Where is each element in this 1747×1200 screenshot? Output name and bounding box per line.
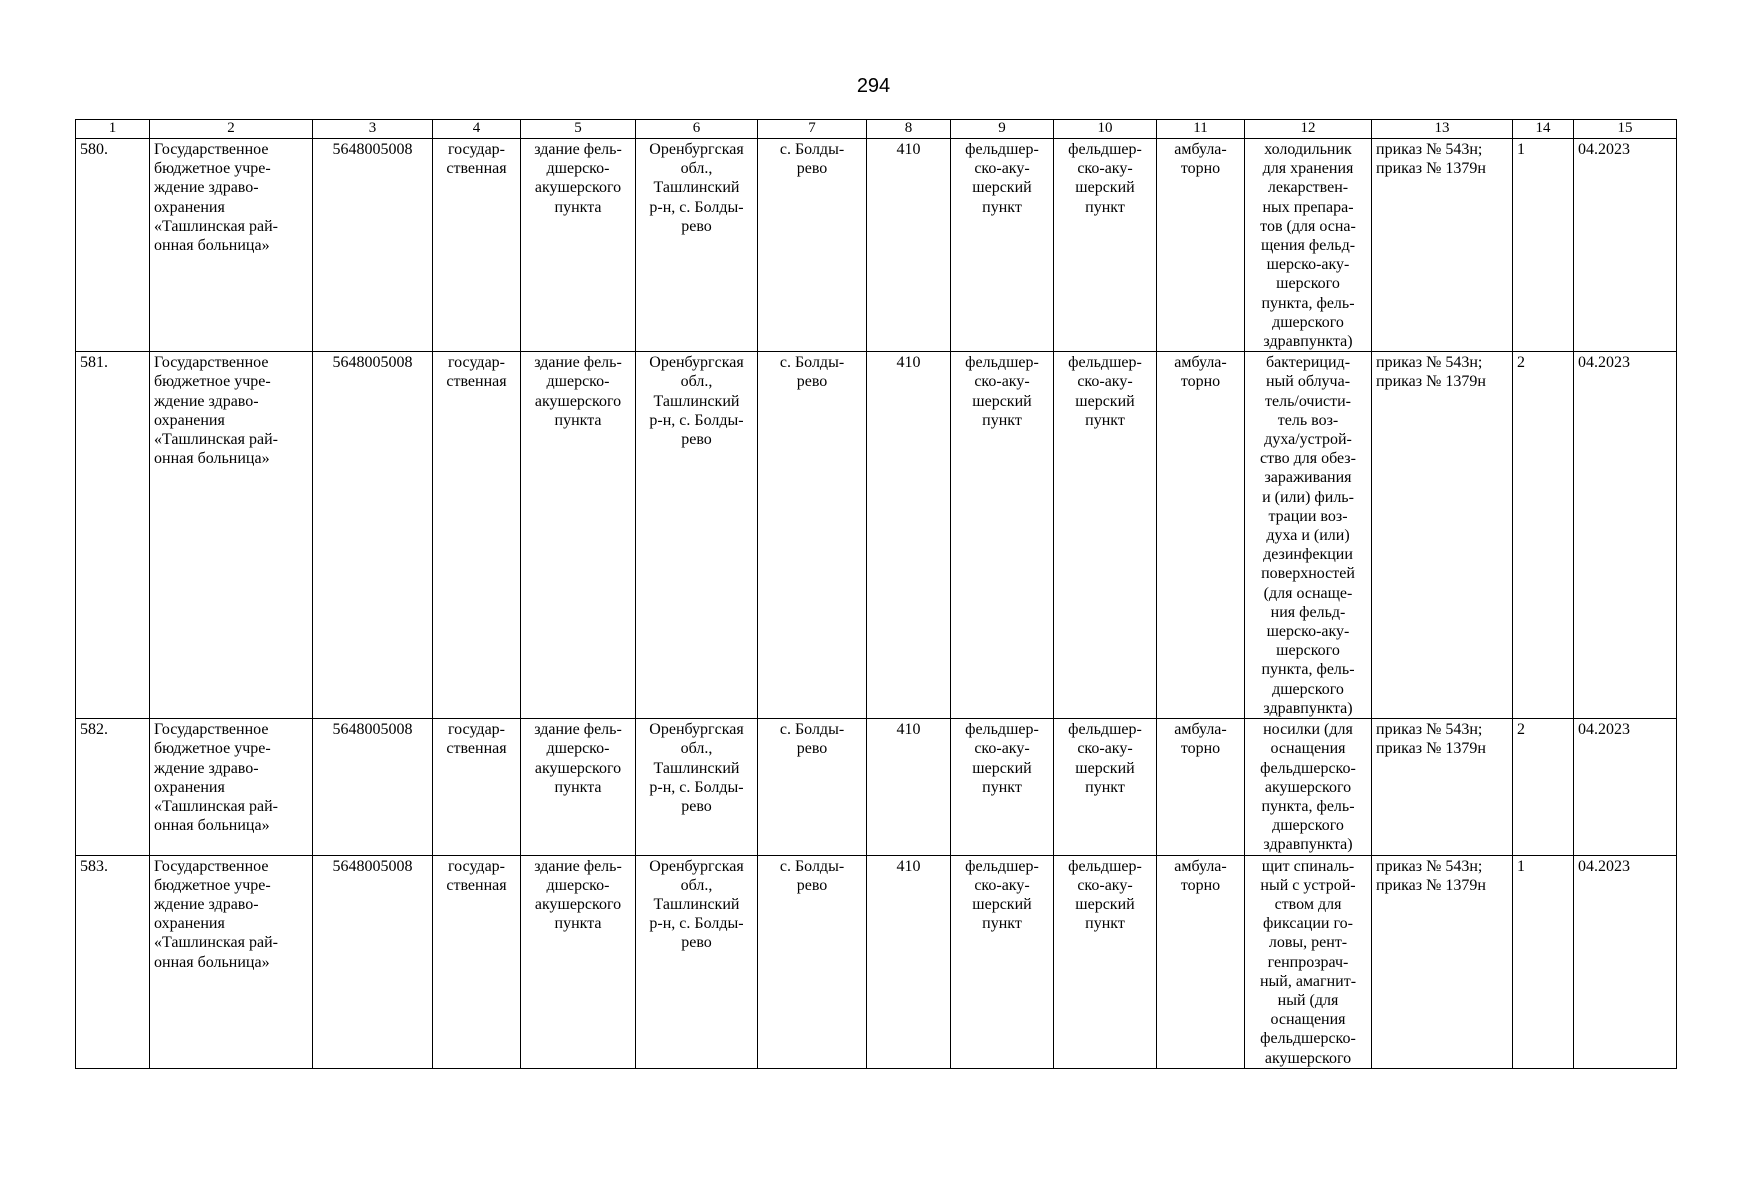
address-cell: Оренбургская обл., Ташлинский р-н, с. Болды- рево bbox=[636, 352, 758, 719]
quantity-cell: 1 bbox=[1513, 855, 1574, 1068]
cell-col-4: государ- ственная bbox=[433, 719, 521, 855]
table-row bbox=[76, 719, 1677, 855]
cell-col-11: амбула- торно bbox=[1157, 139, 1245, 352]
order-reference-cell: приказ № 543н; приказ № 1379н bbox=[1372, 855, 1513, 1068]
cell-col-5: здание фель- дшерско- акушерского пункта bbox=[521, 855, 636, 1068]
row-number-cell: 583. bbox=[76, 855, 150, 1068]
date-cell: 04.2023 bbox=[1574, 719, 1677, 855]
column-number: 1 bbox=[76, 120, 150, 139]
column-number: 10 bbox=[1054, 120, 1157, 139]
equipment-cell: носилки (для оснащения фельдшерско- акушерского пункта, фель- дшерского здравпункта) bbox=[1245, 719, 1372, 855]
quantity-cell: 2 bbox=[1513, 719, 1574, 855]
register-table bbox=[75, 119, 1677, 1069]
order-reference-cell: приказ № 543н; приказ № 1379н bbox=[1372, 352, 1513, 719]
address-cell: Оренбургская обл., Ташлинский р-н, с. Болды- рево bbox=[636, 719, 758, 855]
cell-col-9: фельдшер- ско-аку- шерский пункт bbox=[951, 855, 1054, 1068]
organization-name-cell: Государственное бюджетное учре- ждение здраво- охранения «Ташлинская рай- онная больница» bbox=[150, 352, 313, 719]
cell-col-4: государ- ственная bbox=[433, 352, 521, 719]
cell-col-11: амбула- торно bbox=[1157, 855, 1245, 1068]
column-number: 5 bbox=[521, 120, 636, 139]
cell-col-11: амбула- торно bbox=[1157, 719, 1245, 855]
quantity-cell: 2 bbox=[1513, 352, 1574, 719]
inn-cell: 5648005008 bbox=[313, 139, 433, 352]
column-number: 15 bbox=[1574, 120, 1677, 139]
cell-col-4: государ- ственная bbox=[433, 139, 521, 352]
cell-col-10: фельдшер- ско-аку- шерский пункт bbox=[1054, 719, 1157, 855]
cell-col-9: фельдшер- ско-аку- шерский пункт bbox=[951, 352, 1054, 719]
column-number: 8 bbox=[867, 120, 951, 139]
cell-col-9: фельдшер- ско-аку- шерский пункт bbox=[951, 139, 1054, 352]
cell-col-8: 410 bbox=[867, 352, 951, 719]
equipment-cell: холодильник для хранения лекарствен- ных препара- тов (для осна- щения фельд- шерско-аку- шерского пункта, фель- дшерского здравпункта) bbox=[1245, 139, 1372, 352]
cell-col-10: фельдшер- ско-аку- шерский пункт bbox=[1054, 352, 1157, 719]
organization-name-cell: Государственное бюджетное учре- ждение здраво- охранения «Ташлинская рай- онная больница» bbox=[150, 719, 313, 855]
date-cell: 04.2023 bbox=[1574, 352, 1677, 719]
cell-col-5: здание фель- дшерско- акушерского пункта bbox=[521, 352, 636, 719]
column-number: 11 bbox=[1157, 120, 1245, 139]
settlement-cell: с. Болды- рево bbox=[758, 352, 867, 719]
date-cell: 04.2023 bbox=[1574, 855, 1677, 1068]
cell-col-8: 410 bbox=[867, 855, 951, 1068]
row-number-cell: 580. bbox=[76, 139, 150, 352]
organization-name-cell: Государственное бюджетное учре- ждение здраво- охранения «Ташлинская рай- онная больница» bbox=[150, 855, 313, 1068]
settlement-cell: с. Болды- рево bbox=[758, 855, 867, 1068]
table-row bbox=[76, 139, 1677, 352]
inn-cell: 5648005008 bbox=[313, 719, 433, 855]
organization-name-cell: Государственное бюджетное учре- ждение здраво- охранения «Ташлинская рай- онная больница» bbox=[150, 139, 313, 352]
inn-cell: 5648005008 bbox=[313, 352, 433, 719]
column-number: 3 bbox=[313, 120, 433, 139]
column-number-row bbox=[76, 120, 1677, 139]
row-number-cell: 582. bbox=[76, 719, 150, 855]
cell-col-8: 410 bbox=[867, 719, 951, 855]
cell-col-4: государ- ственная bbox=[433, 855, 521, 1068]
column-number: 6 bbox=[636, 120, 758, 139]
column-number: 13 bbox=[1372, 120, 1513, 139]
quantity-cell: 1 bbox=[1513, 139, 1574, 352]
cell-col-5: здание фель- дшерско- акушерского пункта bbox=[521, 139, 636, 352]
column-number: 9 bbox=[951, 120, 1054, 139]
table-row bbox=[76, 352, 1677, 719]
settlement-cell: с. Болды- рево bbox=[758, 139, 867, 352]
order-reference-cell: приказ № 543н; приказ № 1379н bbox=[1372, 139, 1513, 352]
address-cell: Оренбургская обл., Ташлинский р-н, с. Болды- рево bbox=[636, 139, 758, 352]
date-cell: 04.2023 bbox=[1574, 139, 1677, 352]
address-cell: Оренбургская обл., Ташлинский р-н, с. Болды- рево bbox=[636, 855, 758, 1068]
column-number: 4 bbox=[433, 120, 521, 139]
cell-col-8: 410 bbox=[867, 139, 951, 352]
column-number: 2 bbox=[150, 120, 313, 139]
column-number: 12 bbox=[1245, 120, 1372, 139]
table-row bbox=[76, 855, 1677, 1068]
equipment-cell: бактерицид- ный облуча- тель/очисти- тель воз- духа/устрой- ство для обез- зараживания и (или) филь- трации воз- духа и (или) дезинфекции поверхностей (для оснаще- ния фельд- шерско-аку- шерского пункта, фель- дшерского здравпункта) bbox=[1245, 352, 1372, 719]
column-number: 7 bbox=[758, 120, 867, 139]
cell-col-10: фельдшер- ско-аку- шерский пункт bbox=[1054, 855, 1157, 1068]
cell-col-10: фельдшер- ско-аку- шерский пункт bbox=[1054, 139, 1157, 352]
order-reference-cell: приказ № 543н; приказ № 1379н bbox=[1372, 719, 1513, 855]
settlement-cell: с. Болды- рево bbox=[758, 719, 867, 855]
cell-col-5: здание фель- дшерско- акушерского пункта bbox=[521, 719, 636, 855]
equipment-cell: щит спиналь- ный с устрой- ством для фиксации го- ловы, рент- генпрозрач- ный, амагнит- ный (для оснащения фельдшерско- акушерского bbox=[1245, 855, 1372, 1068]
cell-col-9: фельдшер- ско-аку- шерский пункт bbox=[951, 719, 1054, 855]
inn-cell: 5648005008 bbox=[313, 855, 433, 1068]
column-number: 14 bbox=[1513, 120, 1574, 139]
cell-col-11: амбула- торно bbox=[1157, 352, 1245, 719]
row-number-cell: 581. bbox=[76, 352, 150, 719]
page-number: 294 bbox=[856, 75, 891, 97]
